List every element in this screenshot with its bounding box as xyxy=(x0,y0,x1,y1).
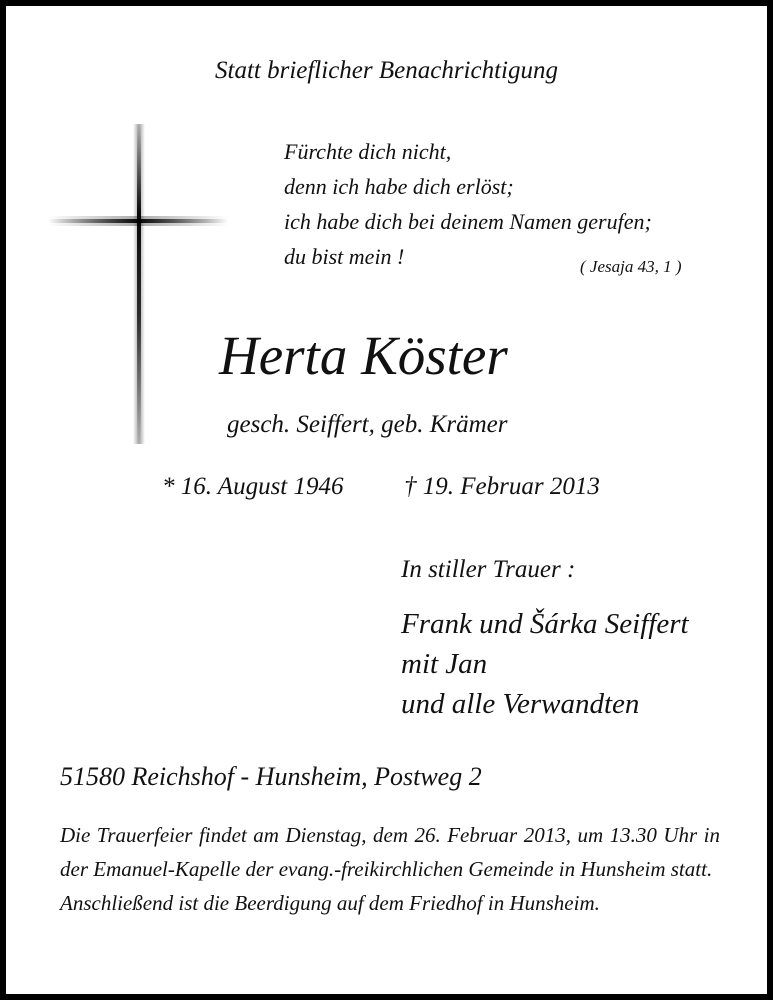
mourning-intro: In stiller Trauer : xyxy=(401,556,576,583)
verse-line: Fürchte dich nicht, xyxy=(284,139,452,164)
death-date: † 19. Februar 2013 xyxy=(404,473,600,500)
verse-line: du bist mein ! xyxy=(284,244,405,269)
burial-text: Anschließend ist die Beerdigung auf dem Friedhof in Hunsheim. xyxy=(60,891,600,915)
bible-verse xyxy=(284,134,652,274)
cross-icon xyxy=(48,124,228,444)
address: 51580 Reichshof - Hunsheim, Postweg 2 xyxy=(60,762,482,791)
funeral-service-text: Die Trauerfeier findet am Dienstag, dem 26. Februar 2013, um 13.30 Uhr in der Emanuel-Kapelle der evang.-freikirchlichen Gemeinde in Hunsheim statt. xyxy=(60,823,720,881)
mourner-line: und alle Verwandten xyxy=(401,688,640,720)
verse-reference: ( Jesaja 43, 1 ) xyxy=(580,257,682,276)
mourners-list xyxy=(401,604,689,724)
verse-line: ich habe dich bei deinem Namen gerufen; xyxy=(284,209,652,234)
funeral-notice xyxy=(60,818,720,920)
maiden-names: gesch. Seiffert, geb. Krämer xyxy=(227,411,508,438)
deceased-name: Herta Köster xyxy=(219,325,508,386)
mourner-line: Frank und Šárka Seiffert xyxy=(401,608,689,640)
header-text: Statt brieflicher Benachrichtigung xyxy=(215,57,558,84)
verse-line: denn ich habe dich erlöst; xyxy=(284,174,514,199)
birth-date: * 16. August 1946 xyxy=(162,473,344,500)
mourner-line: mit Jan xyxy=(401,648,488,680)
